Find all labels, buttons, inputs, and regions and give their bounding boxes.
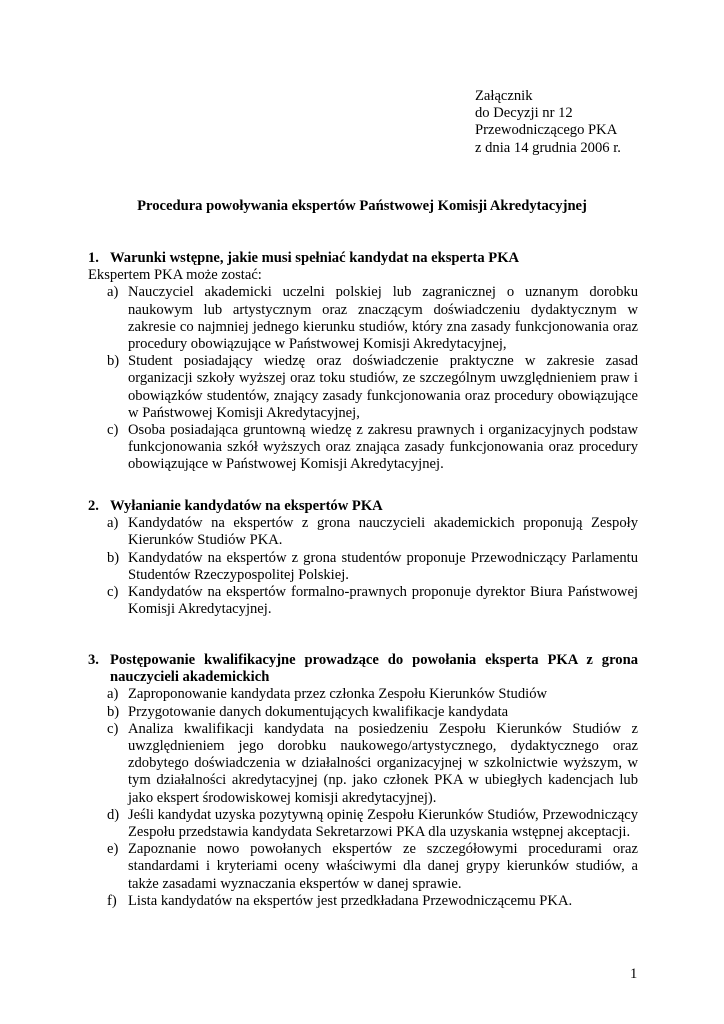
list-item [107, 703, 638, 721]
item-marker: b) [107, 703, 120, 720]
list-item [107, 720, 638, 807]
header-line: Załącznik [475, 88, 533, 104]
attachment-header [475, 88, 621, 157]
item-list [88, 284, 638, 473]
item-marker: c) [107, 584, 119, 601]
item-marker: a) [107, 515, 119, 532]
section-title: Warunki wstępne, jakie musi spełniać kandydat na eksperta PKA [110, 250, 520, 266]
item-marker: c) [107, 720, 119, 737]
section-number: 1. [88, 250, 99, 266]
list-item [107, 892, 638, 910]
item-marker: b) [107, 549, 120, 566]
list-item [107, 841, 638, 893]
item-text: Kandydatów na ekspertów z grona nauczycieli akademickich proponują Zespoły Kierunków Studiów PKA. [128, 515, 638, 549]
item-text: Nauczyciel akademicki uczelni polskiej lub zagranicznej o uznanym dorobku naukowym lub artystycznym oraz znaczącym doświadczeniu dydaktycznym w zakresie co najmniej jednego kierunku studiów, który zna zasady funkcjonowania oraz procedury obowiązujące w Państwowej Komisji Akredytacyjnej, [128, 284, 638, 353]
section-number: 2. [88, 498, 99, 514]
section-title: Postępowanie kwalifikacyjne prowadzące do powołania eksperta PKA z grona nauczycieli akademickich [110, 652, 638, 686]
section-title: Wyłanianie kandydatów na ekspertów PKA [110, 498, 383, 514]
list-item [107, 584, 638, 618]
item-text: Zapoznanie nowo powołanych ekspertów ze szczegółowymi procedurami oraz standardami i kryteriami oceny właściwymi dla danej grypy kierunków studiów, a także zasadami wyznaczania ekspertów w danej sprawie. [128, 841, 638, 892]
section-3 [88, 652, 638, 910]
item-text: Jeśli kandydat uzyska pozytywną opinię Zespołu Kierunków Studiów, Przewodniczący Zespołu przedstawia kandydata Sekretarzowi PKA dla uzyskania wstępnej akceptacji. [128, 806, 638, 841]
item-text: Lista kandydatów na ekspertów jest przedkładana Przewodniczącemu PKA. [128, 892, 573, 909]
item-marker: b) [107, 353, 120, 370]
section-intro: Ekspertem PKA może zostać: [88, 267, 262, 284]
header-line: do Decyzji nr 12 [475, 105, 573, 122]
section-heading [88, 652, 638, 686]
section-heading [88, 498, 638, 515]
list-item [107, 422, 638, 474]
item-list [88, 515, 638, 618]
item-marker: a) [107, 686, 119, 703]
section-1 [88, 250, 638, 474]
page-number: 1 [630, 966, 638, 982]
item-marker: a) [107, 284, 119, 301]
item-text: Student posiadający wiedzę oraz doświadczenie praktyczne w zakresie zasad organizacji szkoły wyższej oraz toku studiów, ze szczególnym uwzględnieniem praw i obowiązków studentów, znający zasady funkcjonowania oraz procedury obowiązujące w Państwowej Komisji Akredytacyjnej, [128, 353, 638, 421]
header-line: Przewodniczącego PKA [475, 122, 618, 139]
list-item [107, 686, 638, 703]
item-text: Kandydatów na ekspertów z grona studentów proponuje Przewodniczący Parlamentu Studentów Rzeczypospolitej Polskiej. [128, 549, 638, 583]
item-marker: c) [107, 422, 119, 439]
header-line: z dnia 14 grudnia 2006 r. [475, 139, 621, 156]
item-text: Przygotowanie danych dokumentujących kwalifikacje kandydata [128, 703, 509, 720]
item-list [88, 686, 638, 910]
list-item [107, 549, 638, 584]
item-text: Zaproponowanie kandydata przez członka Zespołu Kierunków Studiów [128, 686, 548, 703]
item-marker: d) [107, 806, 120, 823]
document-title: Procedura powoływania ekspertów Państwowej Komisji Akredytacyjnej [137, 198, 587, 214]
item-text: Analiza kwalifikacji kandydata na posiedzeniu Zespołu Kierunków Studiów z uwzględnieniem jego dorobku naukowego/artystycznego, dydaktycznego oraz zdobytego doświadczenia w działalności organizacyjnej w szkolnictwie wyższym, w tym działalności akredytacyjnej (np. jako członek PKA w ubiegłych kadencjach lub jako ekspert środowiskowej komisji akredytacyjnej). [128, 720, 638, 806]
list-item [107, 515, 638, 549]
item-text: Kandydatów na ekspertów formalno-prawnych proponuje dyrektor Biura Państwowej Komisji Akredytacyjnej. [128, 584, 638, 618]
item-text: Osoba posiadająca gruntowną wiedzę z zakresu prawnych i organizacyjnych podstaw funkcjonowania szkół wyższych oraz znająca zasady funkcjonowania oraz procedury obowiązujące w Państwowej Komisji Akredytacyjnej. [128, 422, 638, 473]
section-number: 3. [88, 652, 99, 668]
item-marker: f) [107, 892, 117, 909]
section-2 [88, 498, 638, 618]
list-item [107, 806, 638, 841]
item-marker: e) [107, 841, 119, 858]
list-item [107, 284, 638, 353]
list-item [107, 353, 638, 422]
section-heading [88, 250, 638, 267]
